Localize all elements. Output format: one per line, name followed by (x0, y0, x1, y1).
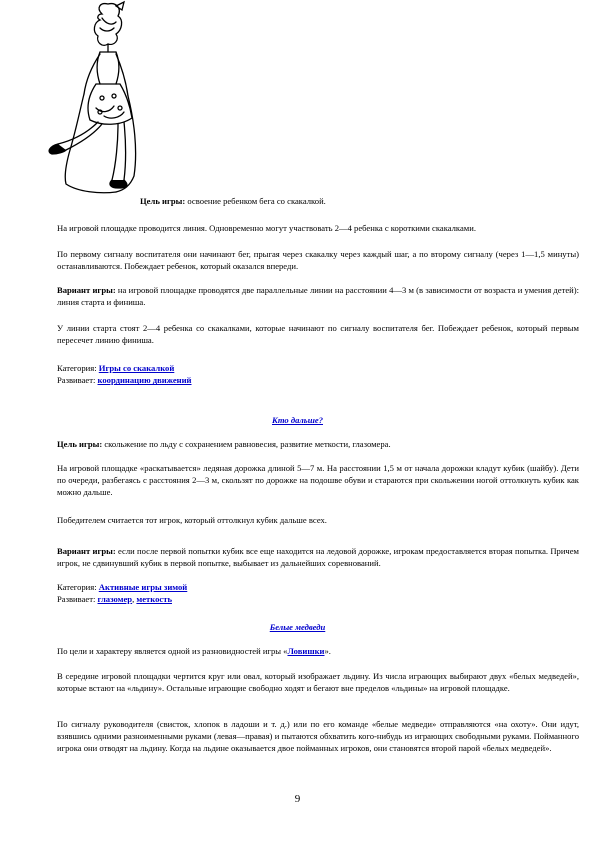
game1-variant (57, 284, 579, 308)
game3-intro (57, 645, 579, 657)
goal-label: Цель игры: (140, 196, 186, 206)
game2-paragraph-2: Победителем считается тот игрок, который оттолкнул кубик дальше всех. (57, 515, 327, 525)
develops-link[interactable]: координацию движений (97, 375, 192, 385)
develops-link-eye[interactable]: глазомер (97, 594, 133, 604)
game2-title-link[interactable]: Кто дальше? (271, 415, 323, 425)
figure-caption (140, 195, 326, 207)
game2-paragraph-1: На игровой площадке «раскатывается» ледяная дорожка длиной 5—7 м. На расстоянии 1,5 м от начала дорожки кладут кубик (шайбу). Дети по очереди, разбегаясь с расстояния 2—3 м, скользят по дорожке на подошве обуви и стараются при скольжении ногой оттолкнуть кубик как можно дальше. (57, 463, 579, 497)
goal-label: Цель игры: (57, 439, 103, 449)
goal-text: скольжение по льду с сохранением равновесия, развитие меткости, глазомера. (102, 439, 391, 449)
category-label: Категория: (57, 582, 99, 592)
game2-variant (57, 545, 579, 569)
game3-paragraph-1: В середине игровой площадки чертится круг или овал, который изображает льдину. Из числа играющих выбирают двух «белых медведей», которые встают на «льдину». Остальные играющие свободно ходят и бегают вне пределов «льдины» на игровой площадке. (57, 671, 579, 693)
variant-label: Вариант игры: (57, 285, 116, 295)
develops-label: Развивает: (57, 594, 98, 604)
intro-end: ». (324, 646, 331, 656)
category-link[interactable]: Активные игры зимой (98, 582, 188, 592)
variant-text: если после первой попытки кубик все еще находится на ледовой дорожке, игрокам предоставляется вторая попытка. Причем игрок, не сдвинувший кубик в первой попытке, выбывает из дальнейших соревнований. (57, 546, 579, 568)
variant-text: на игровой площадке проводятся две параллельные линии на расстоянии 4—3 м (в зависимости от возраста и умения детей): линия старта и финиша. (57, 285, 579, 307)
intro-text: По цели и характеру является одной из разновидностей игры « (57, 646, 288, 656)
game1-meta (57, 362, 579, 386)
game2-meta (57, 581, 579, 605)
intro-link[interactable]: Ловишки (287, 646, 325, 656)
game3-title-container (0, 621, 595, 633)
game1-paragraph-1: На игровой площадке проводится линия. Одновременно могут участвовать 2—4 ребенка с короткими скакалками. (57, 223, 476, 233)
girl-jumping-rope-icon (30, 0, 148, 198)
game2-title-container (0, 414, 595, 426)
game2-goal (57, 438, 579, 450)
game3-title-link[interactable]: Белые медведи (269, 622, 326, 632)
category-label: Категория: (57, 363, 99, 373)
caption-text: освоение ребенком бега со скакалкой. (185, 196, 326, 206)
develops-label: Развивает: (57, 375, 98, 385)
girl-jumping-rope-illustration (30, 0, 148, 198)
game1-paragraph-2: По первому сигналу воспитателя они начинают бег, прыгая через скакалку через каждый шаг, а по второму сигналу (через 1—1,5 минуты) останавливаются. Побеждает ребенок, который оказался впереди. (57, 249, 579, 271)
game3-paragraph-2: По сигналу руководителя (свисток, хлопок в ладоши и т. д.) или по его команде «белые медведи» отправляются «на охоту». Они идут, взявшись одними разноименными руками (левая—правая) и пытаются обхватить кого-нибудь из играющих свободными руками. Пойманного игрока они отводят на льдину. Когда на льдине оказывается двое пойманных игроков, они становятся второй парой «белых медведей». (57, 719, 579, 753)
game1-paragraph-4: У линии старта стоят 2—4 ребенка со скакалками, которые начинают по сигналу воспитателя бег. Побеждает ребенок, который первым пересечет линию финиша. (57, 323, 579, 345)
develops-link-accuracy[interactable]: меткость (136, 594, 172, 604)
variant-label: Вариант игры: (57, 546, 116, 556)
category-link[interactable]: Игры со скакалкой (98, 363, 175, 373)
separator: , (132, 594, 137, 604)
page-number: 9 (294, 793, 301, 805)
